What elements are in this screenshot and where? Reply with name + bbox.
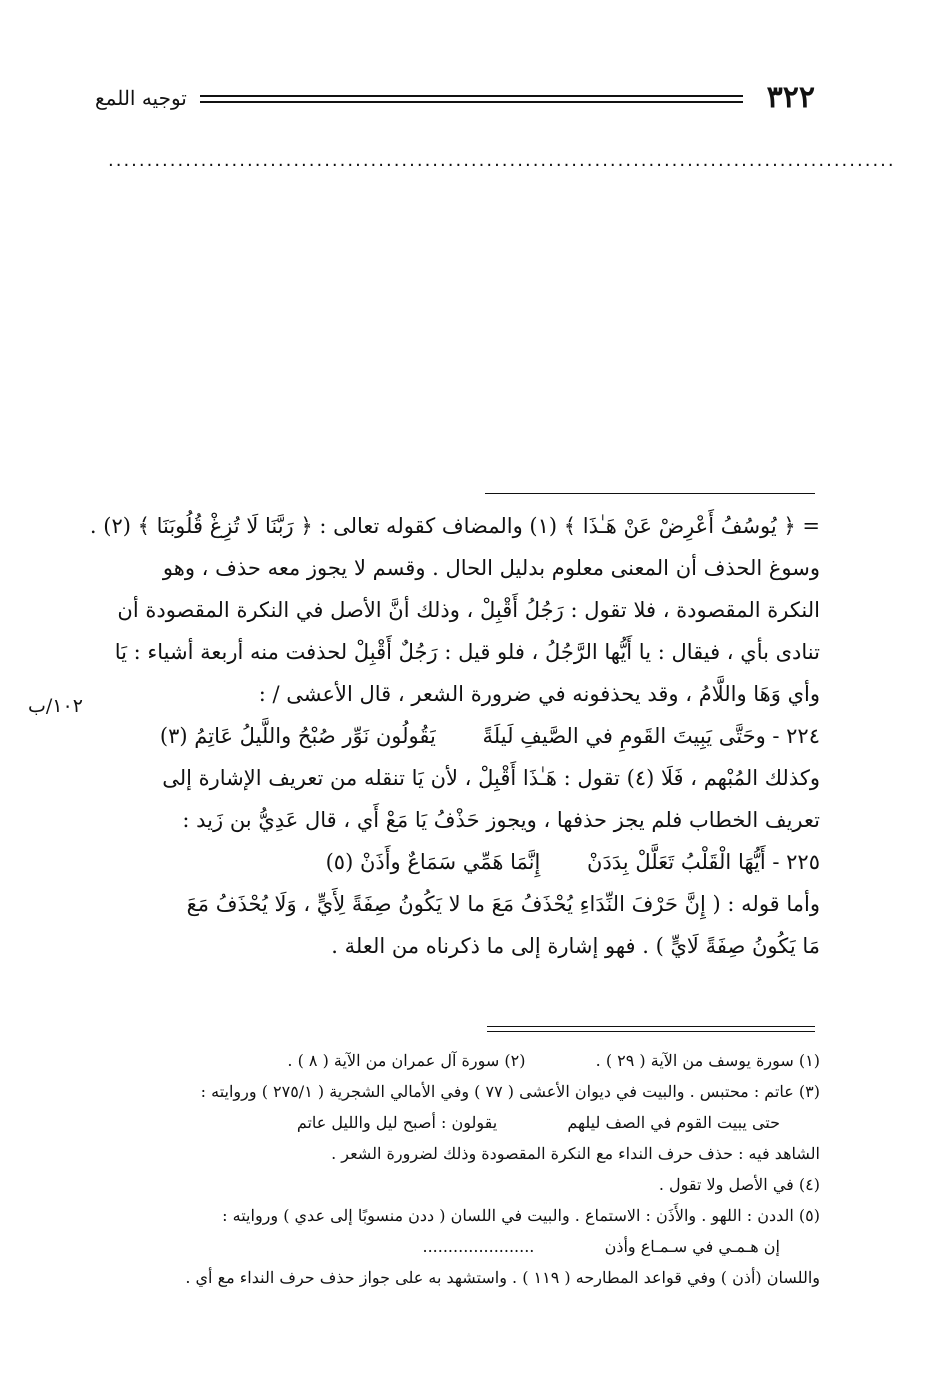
footnote-3-note: الشاهد فيه : حذف حرف النداء مع النكرة المقصودة وذلك لضرورة الشعر . xyxy=(331,1144,820,1163)
verse-second-hemistich: يَقُولُون نَوِّر صُبْحُ واللَّيلُ عَاتِمُ (٣) xyxy=(159,724,436,748)
text-line: تعريف الخطاب فلم يجز حذفها ، ويجوز حَذْفُ يَا مَعْ أَي ، قال عَدِيُّ بن زَيد : xyxy=(182,808,820,832)
footnote-continuation-rule xyxy=(485,493,815,494)
main-text xyxy=(89,505,820,967)
footnote-3: (٣) عاتم : محتبس . والبيت في ديوان الأعشى ( ٧٧ ) وفي الأمالي الشجرية ( ٢٧٥/١ ) وروايته : xyxy=(200,1082,820,1101)
text-line: = ﴿ يُوسُفُ أَعْرِضْ عَنْ هَـٰذَا ﴾ (١) والمضاف كقوله تعالى : ﴿ رَبَّنَا لَا تُزِغْ قُلُوبَنَا ﴾ (٢) . xyxy=(89,514,820,538)
text-line: وأما قوله : ( إِنَّ حَرْفَ النِّدَاءِ يُحْذَفُ مَعَ ما لا يَكُونُ صِفَةً لِأَيٍّ ، وَلَا يُحْذَفُ مَعَ xyxy=(186,892,820,916)
verse-224 xyxy=(105,715,820,757)
footnote-5-note: واللسان (أذن ) وفي قواعد المطارحه ( ١١٩ ) . واستشهد به على جواز حذف حرف النداء مع أي . xyxy=(185,1268,820,1287)
verse-second-hemistich: إِنَّمَا هَمِّي سَمَاعٌ وأَذَنْ (٥) xyxy=(325,850,541,874)
footnotes xyxy=(105,1045,820,1293)
footnote-1: (١) سورة يوسف من الآية ( ٢٩ ) . xyxy=(595,1051,820,1070)
book-title: توجيه اللمع xyxy=(95,86,187,110)
footnote-2: (٢) سورة آل عمران من الآية ( ٨ ) . xyxy=(287,1051,526,1070)
verse-first-hemistich-omitted: ...................... xyxy=(422,1237,535,1256)
verse-first-hemistich: حتى يبيت القوم في الصف ليلهم xyxy=(567,1113,780,1132)
text-line: مَا يَكُونُ صِفَةً لَايٍّ ) . فهو إشارة إلى ما ذكرناه من العلة . xyxy=(331,934,820,958)
footnote-5-verse xyxy=(105,1231,820,1262)
text-line: وكذلك المُبْهم ، فَلَا (٤) تقول : هَـٰذَا أَقْبِلْ ، لأن يَا تنقله من تعريف الإشارة إلى xyxy=(162,766,820,790)
verse-second-hemistich: إن هـمـي في سـمـاع وأذن xyxy=(604,1237,780,1256)
footnote-row xyxy=(105,1045,820,1076)
text-line: تنادى بأي ، فيقال : يا أَيُّها الرَّجُلُ ، فلو قيل : رَجُلٌ أَقْبِلْ لحذفت منه أربعة أشياء : يَا xyxy=(114,640,820,664)
footnote-rule xyxy=(487,1026,815,1027)
footnote-5: (٥) الددن : اللهو . والأَذَن : الاستماع . والبيت في اللسان ( ددن منسوبًا إلى عدي ) وروايته : xyxy=(222,1206,820,1225)
verse-first-hemistich: ٢٢٤ - وحَتَّى يَبِيتَ القَومِ في الصَّيفِ لَيلَةً xyxy=(482,724,820,748)
page-header xyxy=(95,80,815,120)
footnote-4: (٤) في الأصل ولا تقول . xyxy=(658,1175,820,1194)
page-number: ٣٢٢ xyxy=(766,80,815,115)
text-line: وأي وَهَا واللَّامُ ، وقد يحذفونه في ضرورة الشعر ، قال الأعشى / : xyxy=(258,682,820,706)
verse-first-hemistich: ٢٢٥ - أَيُّهَا الْقَلْبُ تَعَلَّلْ بِدَدَنْ xyxy=(587,850,820,874)
header-rule xyxy=(200,101,743,103)
footnote-3-verse xyxy=(105,1107,820,1138)
verse-second-hemistich: يقولون : أصبح ليل والليل عاتم xyxy=(296,1113,498,1132)
verse-225 xyxy=(105,841,820,883)
text-line: النكرة المقصودة ، فلا تقول : رَجُلُ أَقْبِلْ ، وذلك أنَّ الأصل في النكرة المقصودة أن xyxy=(117,598,820,622)
manuscript-folio-note: ١٠٢/ب xyxy=(28,695,83,717)
text-line: وسوغ الحذف أن المعنى معلوم بدليل الحال . وقسم لا يجوز معه حذف ، وهو xyxy=(162,556,820,580)
header-rule xyxy=(200,95,743,97)
dotted-separator: ...................................................................................................... xyxy=(108,150,896,171)
footnote-rule xyxy=(487,1031,815,1032)
